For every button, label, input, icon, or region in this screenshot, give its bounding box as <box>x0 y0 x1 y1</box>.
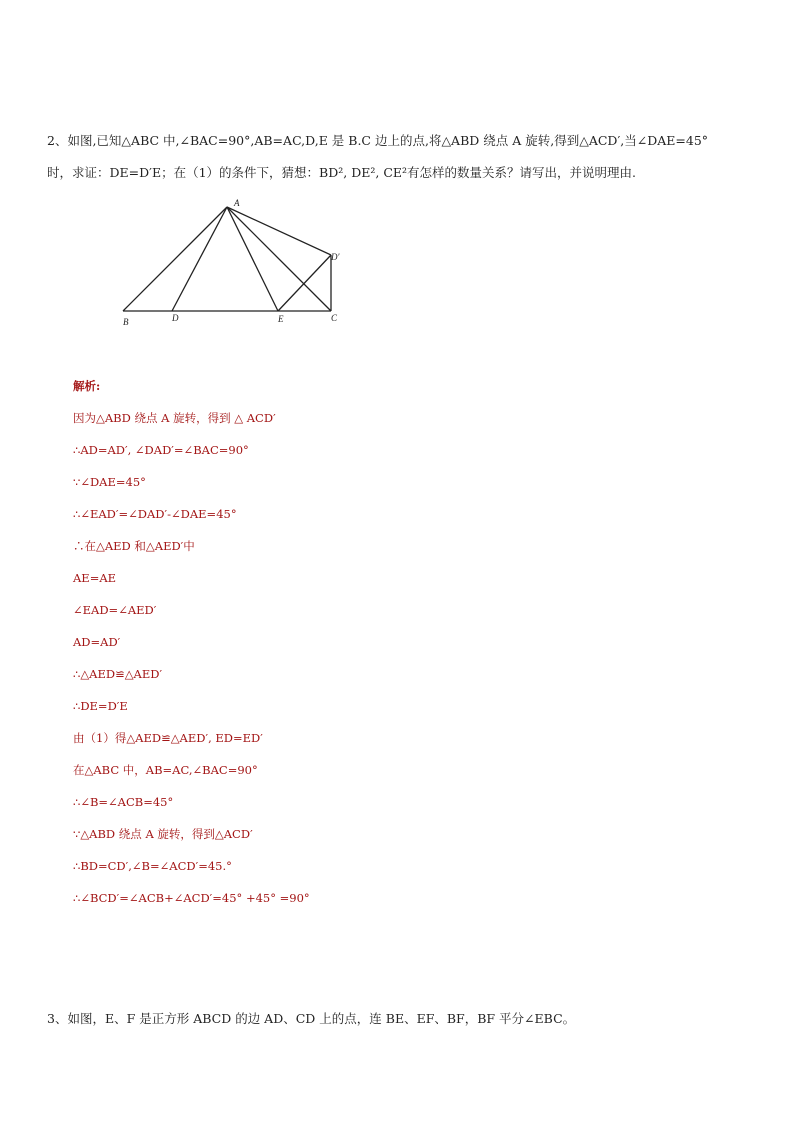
solution-line: ∠EAD=∠AED′ <box>73 603 157 617</box>
solution-line: 在△ABC 中，AB=AC,∠BAC=90° <box>73 763 258 777</box>
solution-line: ∴△AED≌△AED′ <box>73 667 163 681</box>
segment-ac <box>227 207 331 311</box>
label-d: D <box>172 313 179 323</box>
solution-line: ∴AD=AD′, ∠DAD′=∠BAC=90° <box>73 443 249 457</box>
solution-line: ∴DE=D′E <box>73 699 128 713</box>
solution-line: AD=AD′ <box>73 635 121 649</box>
question-2-line-2: 时，求证：DE=D′E；在（1）的条件下，猜想：BD², DE², CE²有怎样的数量关系？请写出，并说明理由. <box>47 165 637 180</box>
solution-heading: 解析: <box>73 379 101 393</box>
solution-line: 由（1）得△AED≌△AED′, ED=ED′ <box>73 731 263 745</box>
question-2-line-1: 2、如图,已知△ABC 中,∠BAC=90°,AB=AC,D,E 是 B.C 边上的点,将△ABD 绕点 A 旋转,得到△ACD′,当∠DAE=45° <box>47 133 709 148</box>
solution-line: ∵△ABD 绕点 A 旋转，得到△ACD′ <box>73 827 253 841</box>
question-3: 3、如图，E、F 是正方形 ABCD 的边 AD、CD 上的点，连 BE、EF、BF，BF 平分∠EBC。 <box>47 1011 576 1026</box>
label-e: E <box>278 314 284 324</box>
segment-ae <box>227 207 278 311</box>
solution-line: ∴∠BCD′=∠ACB+∠ACD′=45° +45° =90° <box>73 891 310 905</box>
solution-line: ∴∠EAD′=∠DAD′-∠DAE=45° <box>73 507 237 521</box>
solution-line: ∴∠B=∠ACB=45° <box>73 795 174 809</box>
solution-line: ∵∠DAE=45° <box>73 475 146 489</box>
label-a: A <box>234 198 240 208</box>
solution-line: 因为△ABD 绕点 A 旋转，得到 △ ACD′ <box>73 411 276 425</box>
segment-ad <box>172 207 227 311</box>
label-b: B <box>123 317 129 327</box>
segment-ab <box>123 207 227 311</box>
triangle-figure <box>110 192 360 332</box>
label-c: C <box>331 313 338 323</box>
label-d-prime: D′ <box>331 252 340 262</box>
segment-adp <box>227 207 331 255</box>
solution-line: ∴BD=CD′,∠B=∠ACD′=45.° <box>73 859 232 873</box>
solution-line: ∴在△AED 和△AED′中 <box>73 539 195 553</box>
solution-line: AE=AE <box>73 571 117 585</box>
